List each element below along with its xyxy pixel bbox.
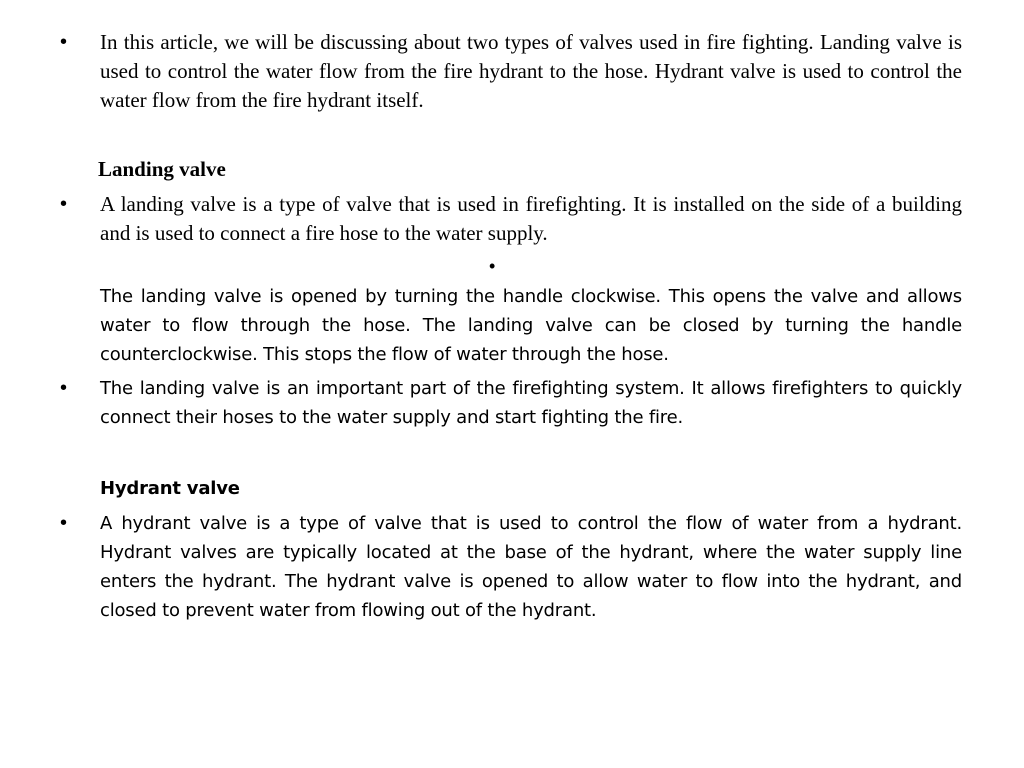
landing-valve-paragraph-2: The landing valve is opened by turning the handle clockwise. This opens the valve and allows water to flow through the hose. The landing valve can be closed by turning the handle counterclockwise. This stops the flow of water through the hose. <box>100 286 962 365</box>
bullet-marker: • <box>60 512 68 534</box>
hydrant-valve-heading: Hydrant valve <box>100 478 240 499</box>
empty-bullet-marker: • <box>489 256 496 276</box>
landing-valve-bullet-1: A landing valve is a type of valve that is used in firefighting. It is installed on the side of a building and is used to connect a fire hose to the water supply. <box>100 192 962 245</box>
landing-valve-heading: Landing valve <box>98 157 226 181</box>
bullet-marker: • <box>60 31 68 53</box>
intro-paragraph: In this article, we will be discussing about two types of valves used in fire fighting. Landing valve is used to control the water flow from the fire hydrant to the hose. Hydrant valve is used to control the water flow from the fire hydrant itself. <box>100 30 962 112</box>
bullet-marker: • <box>60 193 68 215</box>
landing-valve-bullet-3: The landing valve is an important part of the firefighting system. It allows firefighters to quickly connect their hoses to the water supply and start fighting the fire. <box>100 378 962 428</box>
bullet-marker: • <box>60 377 68 399</box>
hydrant-valve-bullet-1: A hydrant valve is a type of valve that is used to control the flow of water from a hydrant. Hydrant valves are typically located at the base of the hydrant, where the water supply line enters the hydrant. The hydrant valve is opened to allow water to flow into the hydrant, and closed to prevent water from flowing out of the hydrant. <box>100 513 962 621</box>
